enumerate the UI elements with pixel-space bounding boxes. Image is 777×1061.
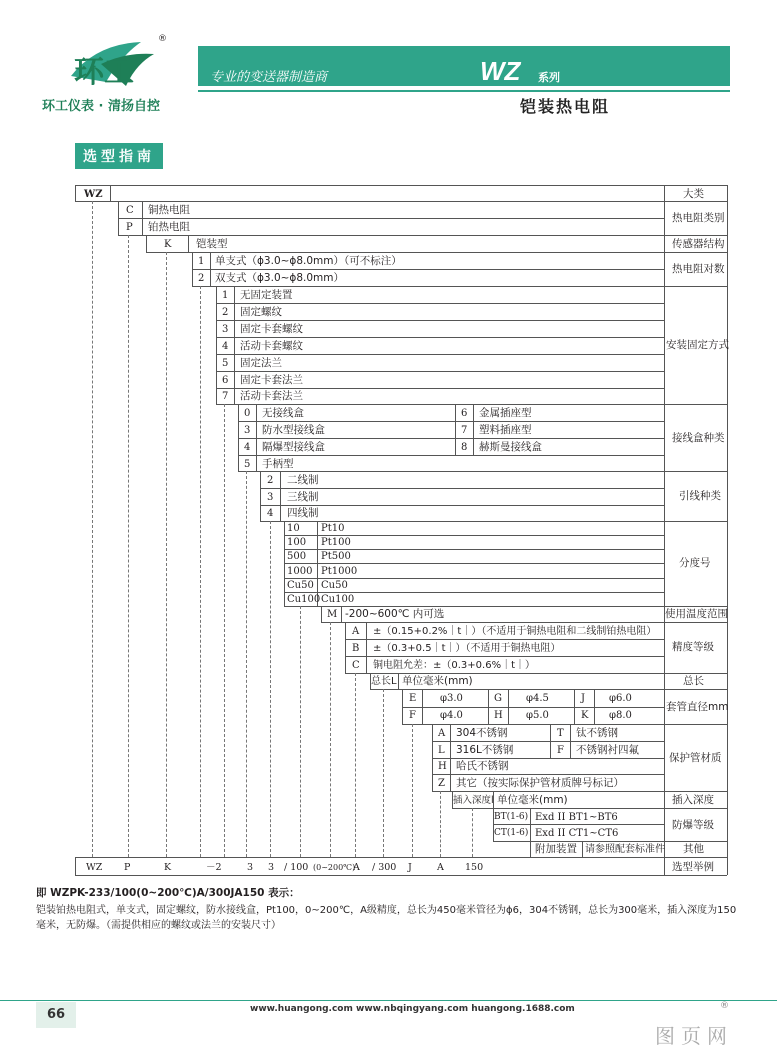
watermark: 图页网 [655, 1024, 733, 1048]
code-grad-cu100: Cu100 [287, 594, 321, 605]
cat-length: 总长 [683, 675, 704, 687]
code-ex-bt: BT(1-6) [494, 812, 529, 822]
desc-double: 双支式（ϕ3.0~ϕ8.0mm） [215, 272, 345, 284]
footer-registered-mark: ® [720, 1001, 729, 1011]
example-100: / 100 [284, 862, 309, 873]
example-a: A [353, 862, 360, 873]
code-mount-4: 4 [222, 341, 229, 352]
example-300: / 300 [372, 862, 397, 873]
code-wire-3: 3 [267, 492, 274, 503]
desc-ex-bt: Exd II BT1~BT6 [535, 812, 618, 823]
cat-ex: 防爆等级 [672, 819, 714, 831]
desc-grad-10: Pt10 [321, 523, 345, 534]
desc-length: 单位毫米(mm) [402, 675, 473, 687]
code-temp: M [327, 609, 338, 620]
code-dia-k: K [581, 710, 589, 721]
desc-mat-a: 304不锈钢 [456, 727, 508, 739]
desc-jb-5: 手柄型 [262, 458, 294, 470]
desc-jb-3: 防水型接线盒 [262, 424, 325, 436]
code-mount-5: 5 [222, 358, 229, 369]
code-p: P [126, 222, 133, 233]
example-k: K [164, 862, 172, 873]
brand-logo-text: 环工 [74, 55, 134, 90]
code-acc-a: A [352, 626, 360, 637]
example-150: 150 [465, 862, 484, 873]
code-length: 总长L [371, 676, 397, 687]
val-dia-h: φ5.0 [526, 710, 549, 721]
desc-mat-h: 哈氏不锈钢 [456, 760, 509, 772]
cat-pairs: 热电阻对数 [672, 263, 725, 275]
desc-grad-cu100: Cu100 [321, 594, 355, 605]
cat-diameter: 套管直径mm [666, 701, 729, 713]
desc-acc-b: ±（0.3+0.5｜t｜）（不适用于铜热电阻） [373, 643, 561, 654]
cat-major: 大类 [683, 188, 704, 200]
code-insert: 插入深度l [453, 795, 494, 806]
brand-logo [66, 34, 161, 92]
code-mat-l: L [438, 745, 445, 756]
example-3a: 3 [247, 862, 254, 873]
desc-jb-6: 金属插座型 [479, 407, 532, 419]
desc-grad-1000: Pt1000 [321, 566, 358, 577]
slogan: 专业的变送器制造商 [210, 70, 328, 85]
header-band-lower [198, 90, 730, 116]
section-title: 选型指南 [75, 143, 163, 169]
example-text: 铠装铂热电阻式，单支式，固定螺纹，防水接线盒，Pt100，0~200℃，A级精度，总长为450毫米管径为ϕ6，304不锈钢，总长为300毫米，插入深度为150毫米，无防爆。（需提供相应的螺纹或法兰的安装尺寸） [36, 905, 737, 931]
cat-mounting: 安装固定方式 [666, 339, 729, 351]
cat-temp: 使用温度范围 [665, 608, 728, 620]
example-p: P [124, 862, 131, 873]
code-dia-f: F [409, 710, 416, 721]
code-jb-0: 0 [244, 408, 251, 419]
desc-mat-t: 钛不锈钢 [576, 727, 618, 739]
code-mount-7: 7 [222, 391, 229, 402]
desc-mat-z: 其它（按实际保护管材质牌号标记） [456, 777, 624, 789]
code-wire-2: 2 [267, 475, 274, 486]
code-acc-b: B [352, 643, 360, 654]
page-number: 66 [36, 1002, 76, 1028]
example-wz: WZ [86, 862, 103, 873]
code-grad-100: 100 [287, 537, 307, 548]
desc-jb-7: 塑料插座型 [479, 424, 532, 436]
code-mat-f: F [557, 745, 564, 756]
desc-grad-cu50: Cu50 [321, 580, 348, 591]
desc-jb-8: 赫斯曼接线盒 [479, 441, 542, 453]
desc-wire-4: 四线制 [287, 507, 319, 519]
code-grad-10: 10 [287, 523, 300, 534]
desc-insert: 单位毫米(mm) [497, 794, 568, 806]
code-dia-g: G [494, 693, 502, 704]
registered-mark: ® [158, 34, 167, 44]
footer-urls: www.huangong.com www.nbqingyang.com huangong.1688.com [250, 1004, 575, 1014]
example-3b: 3 [268, 862, 275, 873]
desc-mat-l: 316L不锈钢 [456, 744, 514, 756]
desc-wire-2: 二线制 [287, 474, 319, 486]
code-mat-a: A [438, 728, 446, 739]
cat-accuracy: 精度等级 [672, 641, 714, 653]
example-j: J [408, 862, 412, 873]
cat-other: 其他 [683, 843, 704, 855]
desc-ex-ct: Exd II CT1~CT6 [535, 828, 619, 839]
series-suffix: 系列 [538, 71, 560, 84]
cat-example: 选型举例 [672, 861, 714, 873]
desc-platinum: 铂热电阻 [148, 221, 190, 233]
product-title: 铠装热电阻 [520, 97, 611, 116]
code-jb-5: 5 [244, 459, 251, 470]
code-double: 2 [198, 273, 205, 284]
code-dia-e: E [409, 693, 417, 704]
code-mat-h: H [438, 761, 447, 772]
code-mount-3: 3 [222, 324, 229, 335]
cat-graduation: 分度号 [679, 557, 711, 569]
desc-grad-100: Pt100 [321, 537, 351, 548]
desc-mount-4: 活动卡套螺纹 [240, 340, 303, 352]
code-c: C [126, 205, 134, 216]
example-temp: (0~200℃) [313, 863, 356, 872]
cat-insert: 插入深度 [672, 794, 714, 806]
val-dia-f: φ4.0 [440, 710, 463, 721]
code-mount-1: 1 [222, 290, 229, 301]
desc-armored: 铠装型 [196, 238, 228, 250]
code-mat-z: Z [438, 778, 445, 789]
series-code: WZ [480, 56, 521, 86]
desc-mount-1: 无固定装置 [240, 289, 293, 301]
desc-jb-4: 隔爆型接线盒 [262, 441, 325, 453]
code-wz: WZ [84, 189, 103, 200]
code-dia-j: J [581, 693, 586, 704]
code-jb-7: 7 [461, 425, 468, 436]
code-mount-2: 2 [222, 307, 229, 318]
footer-line [0, 1000, 777, 1001]
brand-subtitle: 环工仪表 · 清扬自控 [42, 99, 160, 114]
desc-copper: 铜热电阻 [148, 204, 190, 216]
cat-wire: 引线种类 [679, 490, 721, 502]
code-wire-4: 4 [267, 508, 274, 519]
desc-acc-a: ±（0.15+0.2%｜t｜）（不适用于铜热电阻和二线制铂热电阻） [373, 626, 657, 637]
code-single: 1 [198, 256, 205, 267]
code-grad-1000: 1000 [287, 566, 313, 577]
val-dia-e: φ3.0 [440, 693, 463, 704]
cat-material: 保护管材质 [669, 752, 722, 764]
desc-acc-c: 铜电阻允差：±（0.3+0.6%｜t｜） [373, 660, 535, 671]
code-jb-3: 3 [244, 425, 251, 436]
desc-mount-3: 固定卡套螺纹 [240, 323, 303, 335]
cat-sensor-structure: 传感器结构 [672, 238, 725, 250]
desc-mat-f: 不锈钢衬四氟 [576, 744, 639, 756]
code-dia-h: H [494, 710, 503, 721]
desc-jb-0: 无接线盒 [262, 407, 304, 419]
desc-mount-5: 固定法兰 [240, 357, 282, 369]
desc-mount-7: 活动卡套法兰 [240, 390, 303, 402]
val-dia-k: φ8.0 [609, 710, 632, 721]
desc-grad-500: Pt500 [321, 551, 351, 562]
cat-rtd-type: 热电阻类别 [672, 212, 725, 224]
code-grad-500: 500 [287, 551, 307, 562]
example-title: 即 WZPK-233/100(0~200℃)A/300JA150 表示： [36, 887, 300, 899]
code-grad-cu50: Cu50 [287, 580, 314, 591]
code-jb-6: 6 [461, 408, 468, 419]
code-mount-6: 6 [222, 375, 229, 386]
code-mat-t: T [557, 728, 564, 739]
desc-other: 请参照配套标准件 [585, 844, 665, 855]
desc-mount-2: 固定螺纹 [240, 306, 282, 318]
desc-single: 单支式（ϕ3.0~ϕ8.0mm）（可不标注） [215, 255, 402, 267]
code-jb-8: 8 [461, 442, 468, 453]
example-2: －2 [206, 862, 222, 873]
desc-mount-6: 固定卡套法兰 [240, 374, 303, 386]
code-k: K [164, 239, 172, 250]
desc-temp: -200~600℃ 内可选 [345, 608, 445, 620]
code-ex-ct: CT(1-6) [494, 828, 529, 838]
example-a2: A [437, 862, 444, 873]
val-dia-g: φ4.5 [526, 693, 549, 704]
code-other: 附加装置 [535, 843, 577, 855]
desc-wire-3: 三线制 [287, 491, 319, 503]
cat-junction: 接线盒种类 [672, 432, 725, 444]
code-acc-c: C [352, 660, 360, 671]
val-dia-j: φ6.0 [609, 693, 632, 704]
code-jb-4: 4 [244, 442, 251, 453]
